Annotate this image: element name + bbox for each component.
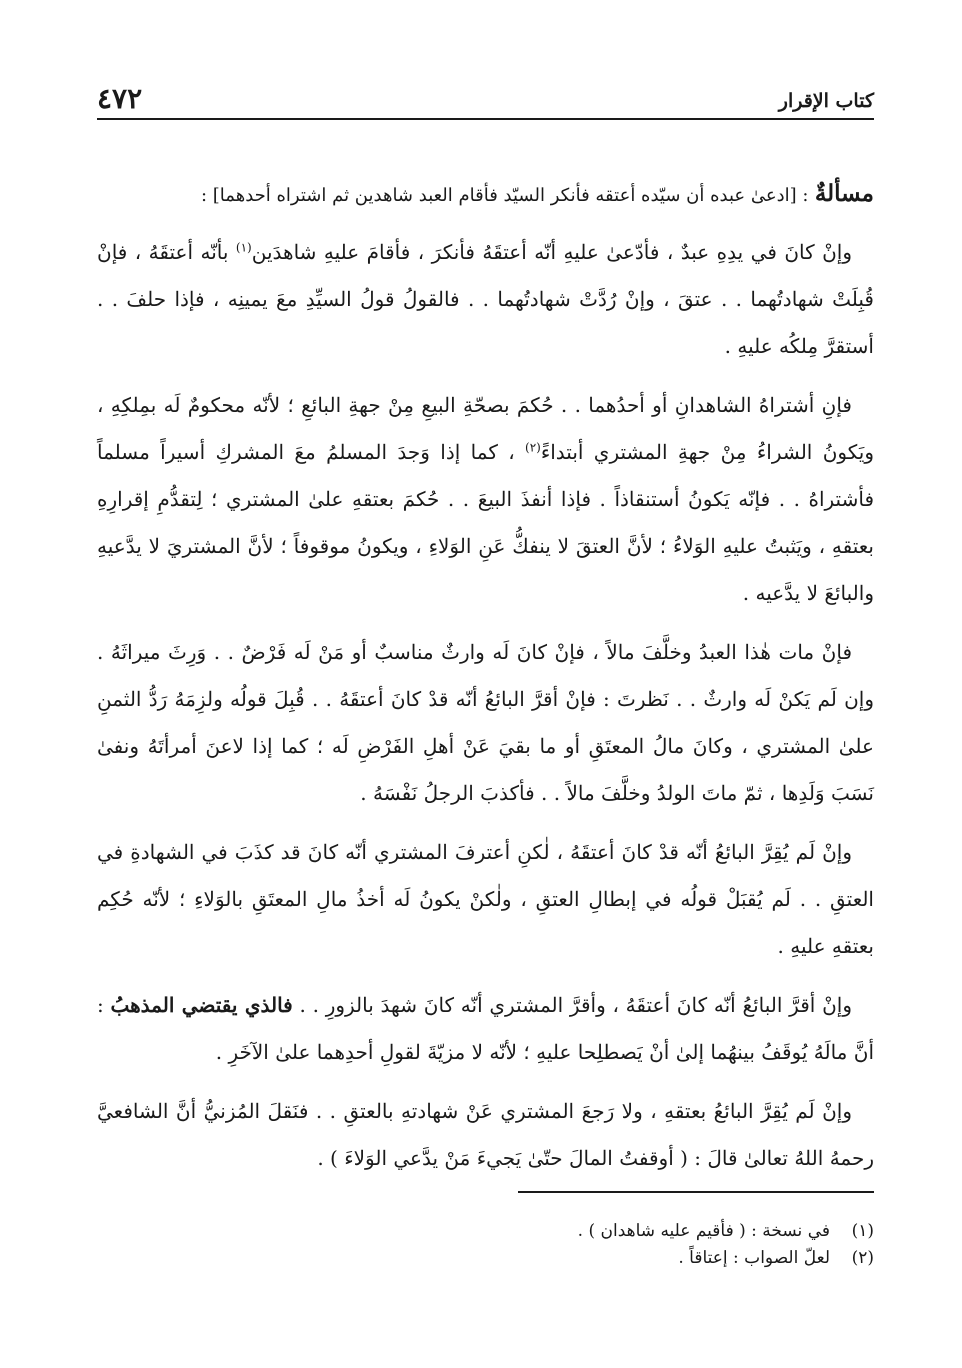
footnote-number: (٢): [851, 1248, 874, 1268]
footnote-text: في نسخة : ( فأقيم عليه شاهدان ) .: [577, 1221, 830, 1241]
paragraph-text: وإنْ كانَ في يدِهِ عبدٌ ، فأدّعىٰ عليهِ أنّه أعتقَهُ فأنكرَ ، فأقامَ عليهِ شاهدَين: [251, 240, 853, 264]
footnote-number: (١): [851, 1221, 874, 1241]
paragraph-text-tail: بأنّه أعتقَهُ ، فإنْ قُبِلَتْ شهادتُهما . . عتقَ ، وإنْ رُدَّتْ شهادتُهما . . فالقولُ قولُ السيِّدِ معَ يمينِه ، فإذا حلفَ . . أستقرَّ مِلكُه عليهِ .: [97, 240, 874, 358]
footnote-1: [430, 1218, 874, 1245]
paragraph-3: [97, 629, 874, 817]
paragraph-text-tail: ، كما إذا وَجدَ المسلمُ معَ المشركِ أسيراً مسلماً فأشتراهُ . . فإنّه يَكونُ أستنقاذاً . فإذا أنفذَ البيعَ . . حُكمَ بعتقهِ علىٰ المشتري ؛ لِتقدُّمِ إقرارِهِ بعتقهِ ، ويَثبتُ عليهِ الوَلاءُ ؛ لأنَّ العتقَ لا ينفكُّ عَنِ الوَلاءِ ، ويكونُ موقوفاً ؛ لأنَّ المشتريَ لا يدَّعيهِ والبائعَ لا يدَّعيه .: [97, 440, 874, 605]
paragraph-4: [97, 829, 874, 970]
footnote-text: لعلّ الصواب : إعتاقاً .: [678, 1248, 830, 1268]
paragraph-text: فإنْ مات هٰذا العبدُ وخلَّفَ مالاً ، فإنْ كانَ لَه وارثٌ مناسبٌ أو مَنْ لَه فَرْضٌ . . وَرِثَ ميراثَهُ . وإن لَم يَكنْ لَه وارثٌ . . نَظرتَ : فإنْ أقرَّ البائعُ أنّه قدْ كانَ أعتقَهُ . . قُبِلَ قولُه ولزِمَهُ رَدُّ الثمنِ علىٰ المشتري ، وكانَ مالُ المعتَقِ أو ما بقيَ عَنْ أهلِ الفَرْضِ لَه ؛ كما إذا لاعنَ أمرأتَهُ ونفىٰ نَسَبَ وَلَدِها ، ثمّ ماتَ الولدُ وخلَّفَ مالاً . . فأكذبَ الرجلُ نَفْسَهُ .: [97, 640, 874, 805]
page-header: [97, 84, 874, 120]
paragraph-text: وإنْ لَم يُقِرَّ البائعُ بعتقهِ ، ولا رَجعَ المشتري عَنْ شهادتهِ بالعتقِ . . فنَقلَ المُزنيُّ أنَّ الشافعيَّ رحمهُ اللهُ تعالىٰ قالَ : ( أوقفتُ المالَ حتّىٰ يَجيءَ مَنْ يدَّعي الوَلاءَ ) .: [97, 1099, 874, 1170]
bold-phrase: فالذي يقتضي المذهبُ: [110, 993, 293, 1017]
issue-title: : [ادعىٰ عبده أن سيّده أعتقه فأنكر السيّد فأقام العبد شاهدين ثم اشتراه أحدهما] :: [201, 185, 809, 206]
footnotes: [430, 1218, 874, 1272]
paragraph-text: فإنِ أشتراهُ الشاهدانِ أو أحدُهما . . حُكمَ بصحّةِ البيعِ مِنْ جهةِ البائعِ ؛ لأنّه محكومٌ لَه بمِلكِهِ ، ويَكونُ الشراءُ مِنْ جهةِ المشتري أبتداءً: [97, 393, 874, 464]
paragraph-6: [97, 1088, 874, 1182]
paragraph-2: [97, 382, 874, 617]
footnote-separator: [518, 1191, 874, 1193]
paragraph-text: وإنْ أقرَّ البائعُ أنّه كانَ أعتقَهُ ، وأقرَّ المشتري أنّه كانَ شهدَ بالزورِ . .: [292, 993, 852, 1017]
running-title: كتاب الإقرار: [778, 90, 874, 112]
paragraph-1: [97, 229, 874, 370]
main-text: [97, 170, 874, 1194]
paragraph-text-tail: : أنَّ مالَهُ يُوقَفُ بينهُما إلىٰ أنْ يَصطلِحا عليهِ ؛ لأنّه لا مزيّةَ لقولِ أحدِهما علىٰ الآخَرِ .: [97, 993, 874, 1064]
page-number: ٤٧٢: [97, 82, 143, 115]
paragraph-text: وإنْ لَم يُقِرَّ البائعُ أنّه قدْ كانَ أعتقَهُ ، لٰكنِ أعترفَ المشتري أنّه كانَ قد كذَبَ في الشهادةِ في العتقِ . . لَم يُقبَلْ قولُه في إبطالِ العتقِ ، ولٰكنْ يكونُ لَه أخذُ مالِ المعتَقِ بالوَلاءِ ؛ لأنّه حُكِم بعتقهِ عليهِ .: [97, 840, 874, 958]
footnote-ref-1: (١): [235, 240, 252, 255]
issue-heading: [97, 170, 874, 219]
paragraph-5: [97, 982, 874, 1076]
footnote-2: [430, 1245, 874, 1272]
issue-label: مسألةٌ: [814, 180, 874, 207]
footnote-ref-2: (٢): [525, 440, 541, 455]
